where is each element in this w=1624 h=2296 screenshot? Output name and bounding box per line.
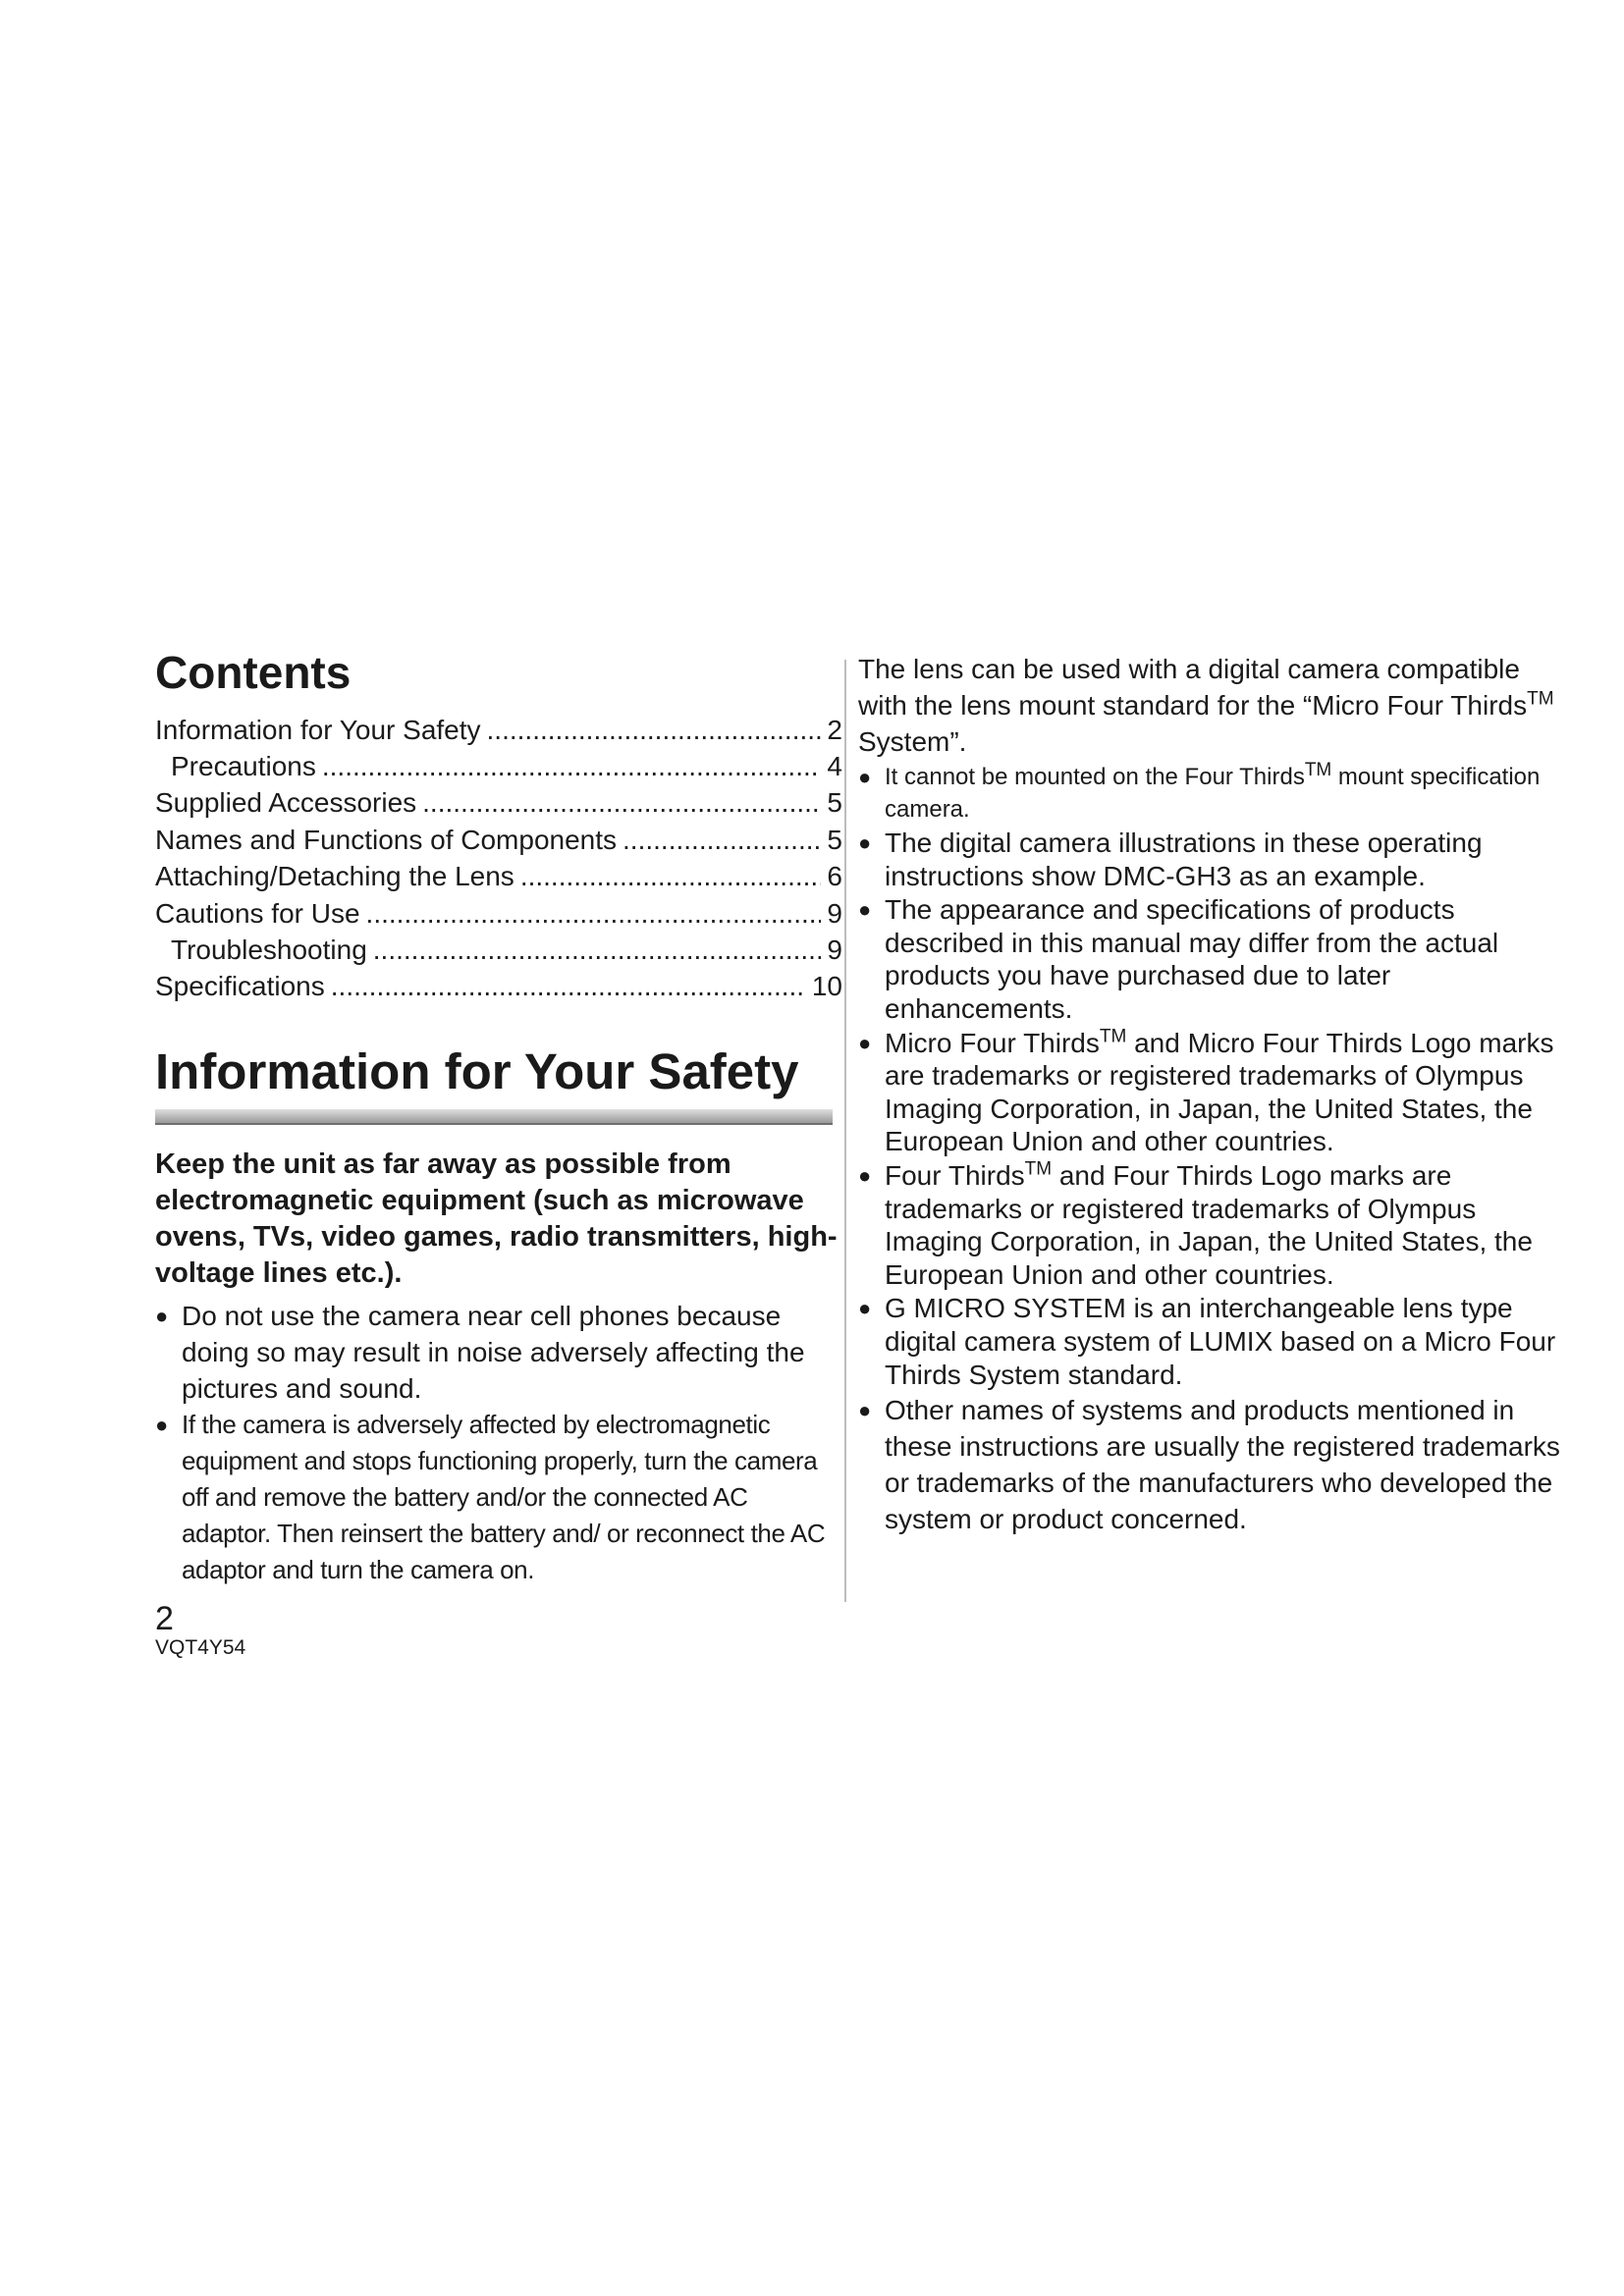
bullet-text: and Four Thirds Logo marks are trademarks or registered trademarks of Olympus Imaging Corporation, in Japan, the United States, the European Union and other countries.	[885, 1159, 1533, 1290]
trademark-mark: TM	[1304, 760, 1332, 780]
bullet-icon: ●	[155, 1303, 169, 1328]
list-item	[858, 893, 1565, 1025]
bullet-text: Micro Four Thirds	[885, 1027, 1100, 1058]
lens-compatibility-intro	[858, 651, 1565, 760]
bullet-text: It cannot be mounted on the Four Thirds	[885, 764, 1305, 790]
toc-item[interactable]	[155, 968, 842, 1004]
toc-item[interactable]	[155, 895, 842, 932]
toc-item-page: 2	[827, 714, 842, 745]
bullet-text: The appearance and specifications of products described in this manual may differ from the actual products you have purchased due to later enhancements.	[885, 894, 1499, 1024]
toc-item-label: Information for Your Safety	[155, 714, 481, 745]
toc-item[interactable]	[155, 858, 842, 894]
page-number: 2	[155, 1600, 174, 1637]
toc-item[interactable]	[155, 748, 842, 784]
bullet-icon: ●	[858, 765, 872, 789]
bullet-icon: ●	[858, 897, 872, 923]
bullet-text: If the camera is adversely affected by electromagnetic equipment and stops functioning properly, turn the camera off and remove the battery and/or the connected AC adaptor. Then reinsert the battery and/ or reconnect the AC adaptor and turn the camera on.	[182, 1409, 826, 1584]
toc-leader-dots	[623, 822, 821, 858]
bullet-icon: ●	[155, 1412, 168, 1437]
list-item	[155, 1407, 842, 1588]
bullet-text: Do not use the camera near cell phones because doing so may result in noise adversely affecting the pictures and sound.	[182, 1300, 805, 1404]
list-item	[858, 761, 1565, 826]
list-item	[858, 1392, 1565, 1537]
bullet-text: Four Thirds	[885, 1159, 1025, 1191]
toc-item-page: 5	[827, 824, 842, 855]
left-column	[155, 648, 842, 1588]
title-underline-bar	[155, 1109, 833, 1125]
list-item	[858, 827, 1565, 892]
trademark-mark: TM	[1024, 1158, 1053, 1180]
bullet-text: Other names of systems and products mentioned in these instructions are usually the registered trademarks or trademarks of the manufacturers who developed the system or product concerned.	[885, 1395, 1560, 1535]
table-of-contents	[155, 712, 842, 1005]
toc-item-label: Troubleshooting	[171, 934, 367, 966]
toc-item-page: 9	[827, 897, 842, 929]
toc-item-label: Cautions for Use	[155, 897, 360, 929]
safety-section-title: Information for Your Safety	[155, 1042, 799, 1099]
bullet-text: The digital camera illustrations in these operating instructions show DMC-GH3 as an example.	[885, 828, 1483, 891]
bullet-icon: ●	[858, 1030, 872, 1055]
notes-bullet-list	[858, 761, 1565, 1537]
list-item	[155, 1298, 842, 1407]
toc-item-label: Precautions	[171, 751, 316, 781]
toc-leader-dots	[422, 784, 821, 821]
toc-leader-dots	[520, 858, 822, 894]
list-item	[858, 1027, 1565, 1158]
toc-leader-dots	[366, 895, 822, 932]
toc-leader-dots	[487, 712, 822, 748]
toc-item[interactable]	[155, 784, 842, 821]
bullet-icon: ●	[858, 830, 872, 855]
right-column	[858, 651, 1565, 1537]
list-item	[858, 1292, 1565, 1391]
bullet-icon: ●	[858, 1296, 872, 1321]
toc-item-page: 4	[827, 751, 842, 781]
document-code: VQT4Y54	[155, 1636, 246, 1659]
column-divider	[844, 660, 846, 1602]
toc-item-label: Supplied Accessories	[155, 787, 417, 819]
safety-bullet-list	[155, 1298, 842, 1588]
toc-leader-dots	[322, 748, 822, 784]
toc-leader-dots	[373, 932, 822, 968]
toc-item-label: Specifications	[155, 971, 325, 1002]
bullet-icon: ●	[858, 1162, 872, 1188]
contents-heading: Contents	[155, 647, 352, 698]
toc-item-page: 6	[827, 861, 842, 892]
bullet-icon: ●	[858, 1398, 872, 1423]
toc-item-label: Attaching/Detaching the Lens	[155, 861, 514, 892]
toc-item[interactable]	[155, 932, 842, 968]
toc-item-page: 9	[827, 934, 842, 966]
list-item	[858, 1159, 1565, 1291]
toc-item[interactable]	[155, 822, 842, 858]
toc-leader-dots	[331, 968, 806, 1004]
intro-text: System”.	[858, 726, 967, 757]
trademark-mark: TM	[1099, 1026, 1127, 1047]
intro-text: The lens can be used with a digital camera compatible with the lens mount standard for the “Micro Four Thirds	[858, 654, 1528, 721]
toc-item-page: 10	[811, 971, 842, 1002]
trademark-mark: TM	[1527, 688, 1554, 710]
toc-item[interactable]	[155, 712, 842, 748]
toc-item-page: 5	[827, 787, 842, 819]
safety-warning-text: Keep the unit as far away as possible from electromagnetic equipment (such as microwave ovens, TVs, video games, radio transmitters, high-voltage lines etc.).	[155, 1148, 838, 1289]
bullet-text: G MICRO SYSTEM is an interchangeable lens type digital camera system of LUMIX based on a Micro Four Thirds System standard.	[885, 1293, 1556, 1390]
bullet-text: mount specification camera.	[885, 764, 1541, 823]
bullet-text: and Micro Four Thirds Logo marks are trademarks or registered trademarks of Olympus Imaging Corporation, in Japan, the United States, the European Union and other countries.	[885, 1027, 1554, 1157]
toc-item-label: Names and Functions of Components	[155, 824, 618, 855]
